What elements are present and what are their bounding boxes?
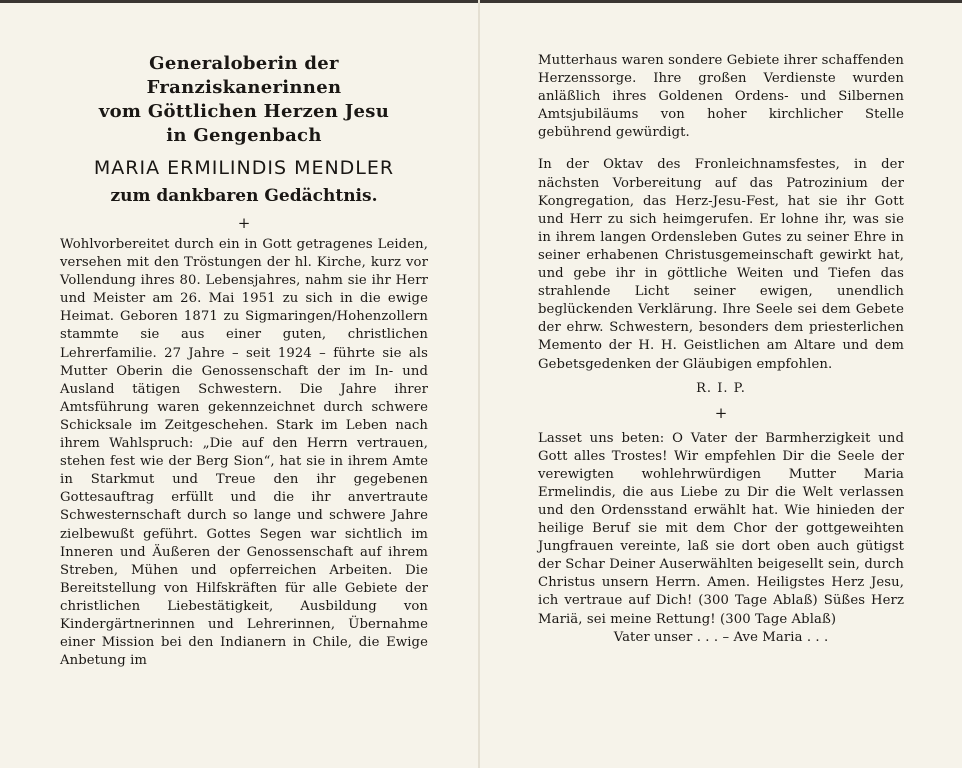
- header-line-1: Generaloberin der Franziskanerinnen: [146, 53, 342, 98]
- dedication-line: zum dankbaren Gedächtnis.: [110, 186, 378, 206]
- closing-line: Vater unser . . . – Ave Maria . . .: [613, 629, 829, 645]
- death-paragraph: In der Oktav des Fronleichnamsfestes, in der nächsten Vorbereitung auf das Patrozinium der Kongregation, das Herz-Jesu-Fest, hat sie ihr Gott und Herr zu sich heimgerufen. Er lohne ihr, was sie in ihrem langen Ordensleben Gutes zu seiner Ehre in seiner erhabenen Christusgemeinschaft gewirkt hat, und gebe ihr in göttliche Weiten und Tiefen das strahlende Licht seiner ewigen, unendlich beglückenden Verklärung. Ihre Seele sei dem Gebete der ehrw. Schwestern, besonders dem priesterlichen Memento der H. H. Geistlichen am Altare und dem Gebetsgedenken der Gläubigen empfohlen.: [538, 157, 904, 372]
- merits-paragraph: Mutterhaus waren sondere Gebiete ihrer schaffenden Herzenssorge. Ihre großen Verdienste wurden anläßlich ihres Goldenen Ordens- und Silbernen Amtsjubiläums von hoher kirchlicher Stelle gebührend gewürdigt.: [538, 53, 904, 141]
- center-fold: [478, 0, 480, 768]
- left-column: [60, 0, 428, 670]
- header-line-3: in Gengenbach: [166, 125, 322, 146]
- rip-line: R. I. P.: [696, 380, 746, 396]
- cross-symbol: +: [237, 214, 251, 232]
- right-text: [538, 52, 904, 374]
- prayer-text: Lasset uns beten: O Vater der Barmherzigkeit und Gott alles Trostes! Wir empfehlen Dir die Seele der verewigten wohlehrwürdigen Mutter Maria Ermelindis, die aus Liebe zu Dir die Welt verlassen und den Ordensstand erwählt hat. Wie hinieden der heilige Beruf sie mit dem Chor der gottgeweihten Jungfrauen vereinte, laß sie dort oben auch gütigst der Schar Deiner Auserwählten beigesellt sein, durch Christus unsern Herrn. Amen. Heiligstes Herz Jesu, ich vertraue auf Dich! (300 Tage Ablaß) Süßes Herz Mariä, sei meine Rettung! (300 Tage Ablaß): [538, 430, 904, 627]
- cross-symbol-right: +: [714, 403, 728, 422]
- right-column: [538, 0, 904, 647]
- header-line-2: vom Göttlichen Herzen Jesu: [98, 101, 390, 122]
- biography-text: Wohlvorbereitet durch ein in Gott getragenes Leiden, versehen mit den Tröstungen der hl. Kirche, kurz vor Vollendung ihres 80. Lebensjahres, nahm sie ihr Herr und Meister am 26. Mai 1951 zu sich in die ewige Heimat. Geboren 1871 zu Sigmaringen/Hohenzollern stammte sie aus einer guten, christlichen Lehrerfamilie. 27 Jahre – seit 1924 – führte sie als Mutter Oberin die Genossenschaft der im In- und Ausland tätigen Schwestern. Die Jahre ihrer Amtsführung waren gekennzeichnet durch schwere Schicksale im Zeitgeschehen. Stark im Leben nach ihrem Wahlspruch: „Die auf den Herrn vertrauen, stehen fest wie der Berg Sion“, hat sie in ihrem Amte in Starkmut und Treue den ihr gegebenen Gottesauftrag erfüllt und die ihr anvertraute Schwesternschaft durch so lange und schwere Jahre zielbewußt geführt. Gottes Segen war sichtlich im Inneren und Äußeren der Genossenschaft auf ihrem Streben, Mühen und opferreichen Arbeiten. Die Bereitstellung von Hilfskräften für alle Gebiete der christlichen Liebestätigkeit, Ausbildung von Kindergärtnerinnen und Lehrerinnen, Übernahme einer Mission bei den Indianern in Chile, die Ewige Anbetung im: [60, 237, 428, 669]
- prayer-block: [538, 430, 904, 647]
- biography-paragraph: [60, 236, 428, 670]
- deceased-name: MARIA ERMILINDIS MENDLER: [93, 157, 395, 179]
